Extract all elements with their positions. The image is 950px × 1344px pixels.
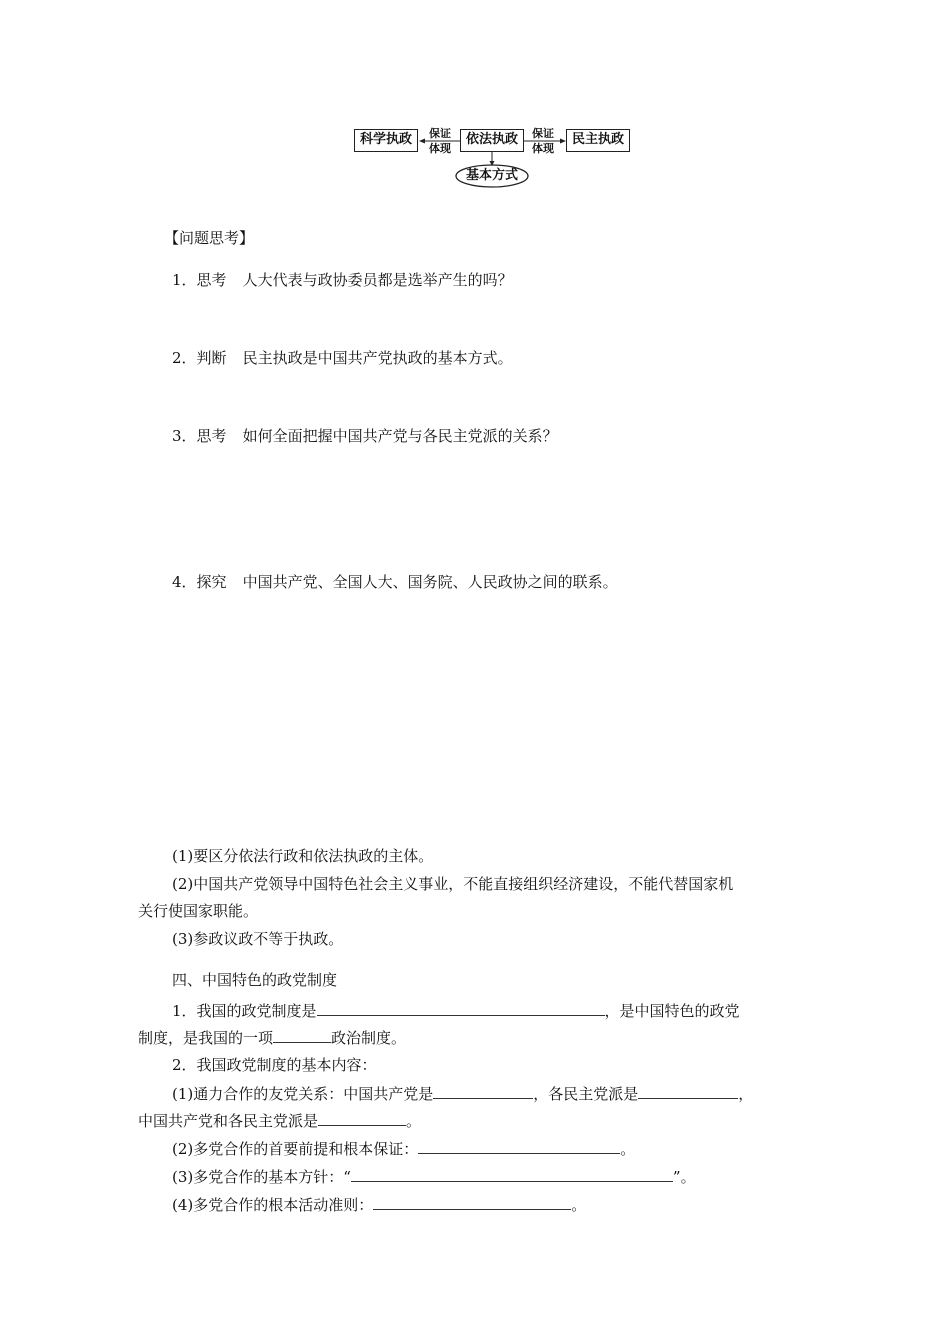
fill-blank[interactable] <box>433 1083 533 1099</box>
left-label-guarantee: 保证 <box>429 127 451 140</box>
box-scientific-governance: 科学执政 <box>354 129 418 152</box>
fill-blank[interactable] <box>638 1083 738 1099</box>
note-2-line-2: 关行使国家职能。 <box>138 902 259 920</box>
note-3: (3)参政议政不等于执政。 <box>172 930 344 948</box>
question-text: 如何全面把握中国共产党与各民主党派的关系？ <box>242 427 558 445</box>
question-number: 4． <box>172 573 197 591</box>
question-tag: 判断 <box>196 349 227 367</box>
question-number: 3． <box>172 427 197 445</box>
question-text: 中国共产党、全国人大、国务院、人民政协之间的联系。 <box>242 573 618 591</box>
question-number: 2． <box>172 349 197 367</box>
note-2-line-1: (2)中国共产党领导中国特色社会主义事业，不能直接组织经济建设，不能代替国家机 <box>172 875 734 893</box>
section-4-line-8: (4)多党合作的根本活动准则： 。 <box>172 1196 587 1214</box>
fill-blank[interactable] <box>351 1166 673 1182</box>
fill-blank[interactable] <box>373 1194 571 1210</box>
ellipse-label: 基本方式 <box>465 168 518 183</box>
question-number: 1． <box>172 271 197 289</box>
diagram-arrows <box>340 120 640 200</box>
question-text: 人大代表与政协委员都是选举产生的吗？ <box>242 271 513 289</box>
right-label-embody: 体现 <box>532 142 554 155</box>
left-arrow-head <box>419 139 425 144</box>
box-lawful-governance: 依法执政 <box>460 129 524 152</box>
box-democratic-governance: 民主执政 <box>566 129 630 152</box>
right-arrow-head <box>560 139 566 144</box>
question-tag: 思考 <box>196 427 227 445</box>
section-4-line-5: 中国共产党和各民主党派是 。 <box>138 1112 422 1130</box>
question-3 <box>172 426 558 446</box>
fill-blank[interactable] <box>317 1000 605 1016</box>
section-4-line-6: (2)多党合作的首要前提和根本保证： 。 <box>172 1140 636 1158</box>
section-4-line-4: (1)通力合作的友党关系：中国共产党是 ，各民主党派是 ， <box>172 1085 754 1103</box>
question-tag: 思考 <box>196 271 227 289</box>
question-text: 民主执政是中国共产党执政的基本方式。 <box>242 349 513 367</box>
right-label-guarantee: 保证 <box>532 127 554 140</box>
section-4-line-2: 制度，是我国的一项 政治制度。 <box>138 1029 407 1047</box>
section-4-line-7: (3)多党合作的基本方针：“ ”。 <box>172 1168 696 1186</box>
question-4 <box>172 572 618 592</box>
section-4-line-1: 1．我国的政党制度是 ，是中国特色的政党 <box>172 1002 740 1020</box>
note-1: (1)要区分依法行政和依法执政的主体。 <box>172 847 434 865</box>
fill-blank[interactable] <box>318 1110 406 1126</box>
questions-heading: 【问题思考】 <box>164 229 255 247</box>
section-4-title: 四、中国特色的政党制度 <box>172 971 338 989</box>
question-1 <box>172 270 513 290</box>
question-2 <box>172 348 513 368</box>
question-tag: 探究 <box>196 573 227 591</box>
fill-blank[interactable] <box>273 1027 331 1043</box>
left-label-embody: 体现 <box>429 142 451 155</box>
section-4-line-3: 2．我国政党制度的基本内容： <box>172 1056 377 1074</box>
fill-blank[interactable] <box>418 1138 620 1154</box>
